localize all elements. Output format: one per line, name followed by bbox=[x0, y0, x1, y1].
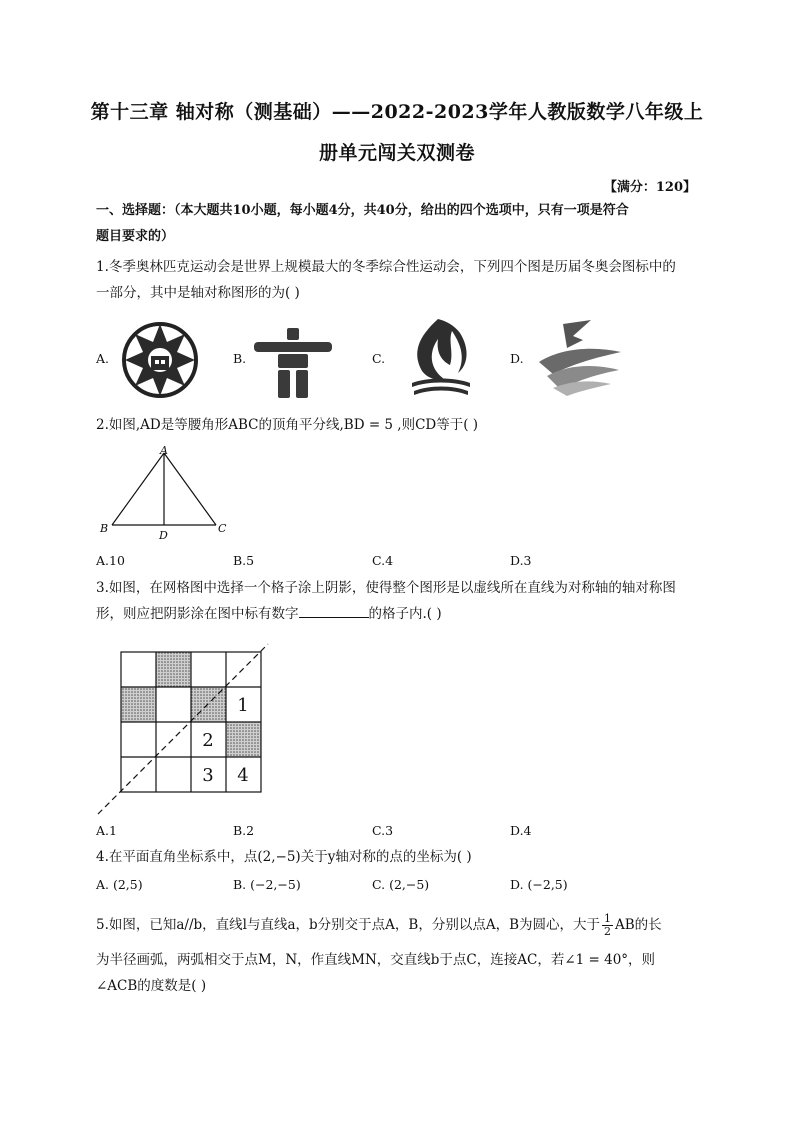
q1-option-d: D. bbox=[510, 351, 524, 366]
q5-text-line1-start: 5.如图，已知a//b，直线l与直线a，b分别交于点A，B，分别以点A，B为圆心，大于 bbox=[96, 917, 601, 933]
shaded-cell bbox=[191, 687, 226, 722]
triangle-label-b: B bbox=[100, 522, 109, 535]
q3-text-line2-end: 的格子内.( ) bbox=[368, 606, 442, 622]
q2-option-b: B.5 bbox=[233, 553, 255, 568]
q5-text-line1 bbox=[96, 913, 662, 938]
q2-option-d: D.3 bbox=[510, 553, 532, 568]
q5-text-line1-end: AB的长 bbox=[615, 917, 662, 933]
page-title-line2: 册单元闯关双测卷 bbox=[318, 142, 475, 164]
q1-option-a: A. bbox=[96, 351, 110, 366]
section1-heading-line1: 一、选择题：（本大题共10小题，每小题4分，共40分，给出的四个选项中，只有一项是符合 bbox=[96, 203, 629, 218]
q3-option-b: B.2 bbox=[233, 823, 255, 838]
shaded-cell bbox=[121, 687, 156, 722]
triangle-label-a: A bbox=[160, 445, 168, 457]
q3-text-line2-start: 形，则应把阴影涂在图中标有数字 bbox=[96, 606, 299, 622]
q5-text-line3: ∠ACB的度数是( ) bbox=[96, 978, 207, 994]
q2-text: 2.如图,AD是等腰角形ABC的顶角平分线,BD = 5 ,则CD等于( ) bbox=[96, 417, 479, 433]
q4-option-b: B. (−2,−5) bbox=[233, 877, 301, 892]
q1-text-line2: 一部分，其中是轴对称图形的为( ) bbox=[96, 285, 300, 301]
q1-option-b: B. bbox=[233, 351, 247, 366]
grid-figure bbox=[92, 640, 282, 820]
inukshuk-logo-icon bbox=[252, 326, 334, 402]
grid-number-3: 3 bbox=[202, 765, 214, 786]
q4-text: 4.在平面直角坐标系中，点(2,−5)关于y轴对称的点的坐标为( ) bbox=[96, 849, 472, 865]
q4-option-a: A. (2,5) bbox=[96, 877, 143, 892]
grid-number-4: 4 bbox=[237, 765, 249, 786]
shaded-cell bbox=[156, 652, 191, 687]
shaded-cell bbox=[226, 722, 261, 757]
fraction-numerator: 1 bbox=[604, 912, 612, 925]
flame-logo-icon bbox=[408, 317, 474, 399]
q4-option-d: D. (−2,5) bbox=[510, 877, 568, 892]
snowflake-logo-icon bbox=[115, 318, 205, 400]
q2-option-c: C.4 bbox=[372, 553, 394, 568]
isosceles-triangle-figure bbox=[96, 445, 236, 545]
page-title-line1: 第十三章 轴对称（测基础）——2022-2023学年人教版数学八年级上 bbox=[90, 101, 704, 123]
q3-answer-blank bbox=[299, 605, 369, 618]
fraction-denominator: 2 bbox=[604, 925, 612, 938]
q3-option-d: D.4 bbox=[510, 823, 532, 838]
grid-number-2: 2 bbox=[202, 730, 214, 751]
section1-heading-line2: 题目要求的） bbox=[96, 229, 175, 244]
q5-text-line2: 为半径画弧，两弧相交于点M，N，作直线MN，交直线b于点C，连接AC，若∠1 = 40°，则 bbox=[96, 952, 656, 968]
triangle-label-d: D bbox=[159, 529, 168, 542]
q1-text-line1: 1.冬季奥林匹克运动会是世界上规模最大的冬季综合性运动会，下列四个图是历届冬奥会图标中的 bbox=[96, 259, 676, 275]
q4-option-c: C. (2,−5) bbox=[372, 877, 430, 892]
q3-option-c: C.3 bbox=[372, 823, 394, 838]
q3-option-a: A.1 bbox=[96, 823, 117, 838]
triangle-label-c: C bbox=[218, 522, 227, 535]
one-half-fraction bbox=[602, 913, 613, 938]
q3-text-line1: 3.如图，在网格图中选择一个格子涂上阴影，使得整个图形是以虚线所在直线为对称轴的轴对称图 bbox=[96, 580, 676, 596]
ribbon-logo-icon bbox=[533, 318, 625, 398]
q2-option-a: A.10 bbox=[96, 553, 125, 568]
grid-number-1: 1 bbox=[237, 695, 249, 716]
q1-option-c: C. bbox=[372, 351, 386, 366]
q3-text-line2 bbox=[96, 605, 442, 623]
score-label: 【满分：120】 bbox=[603, 180, 696, 195]
